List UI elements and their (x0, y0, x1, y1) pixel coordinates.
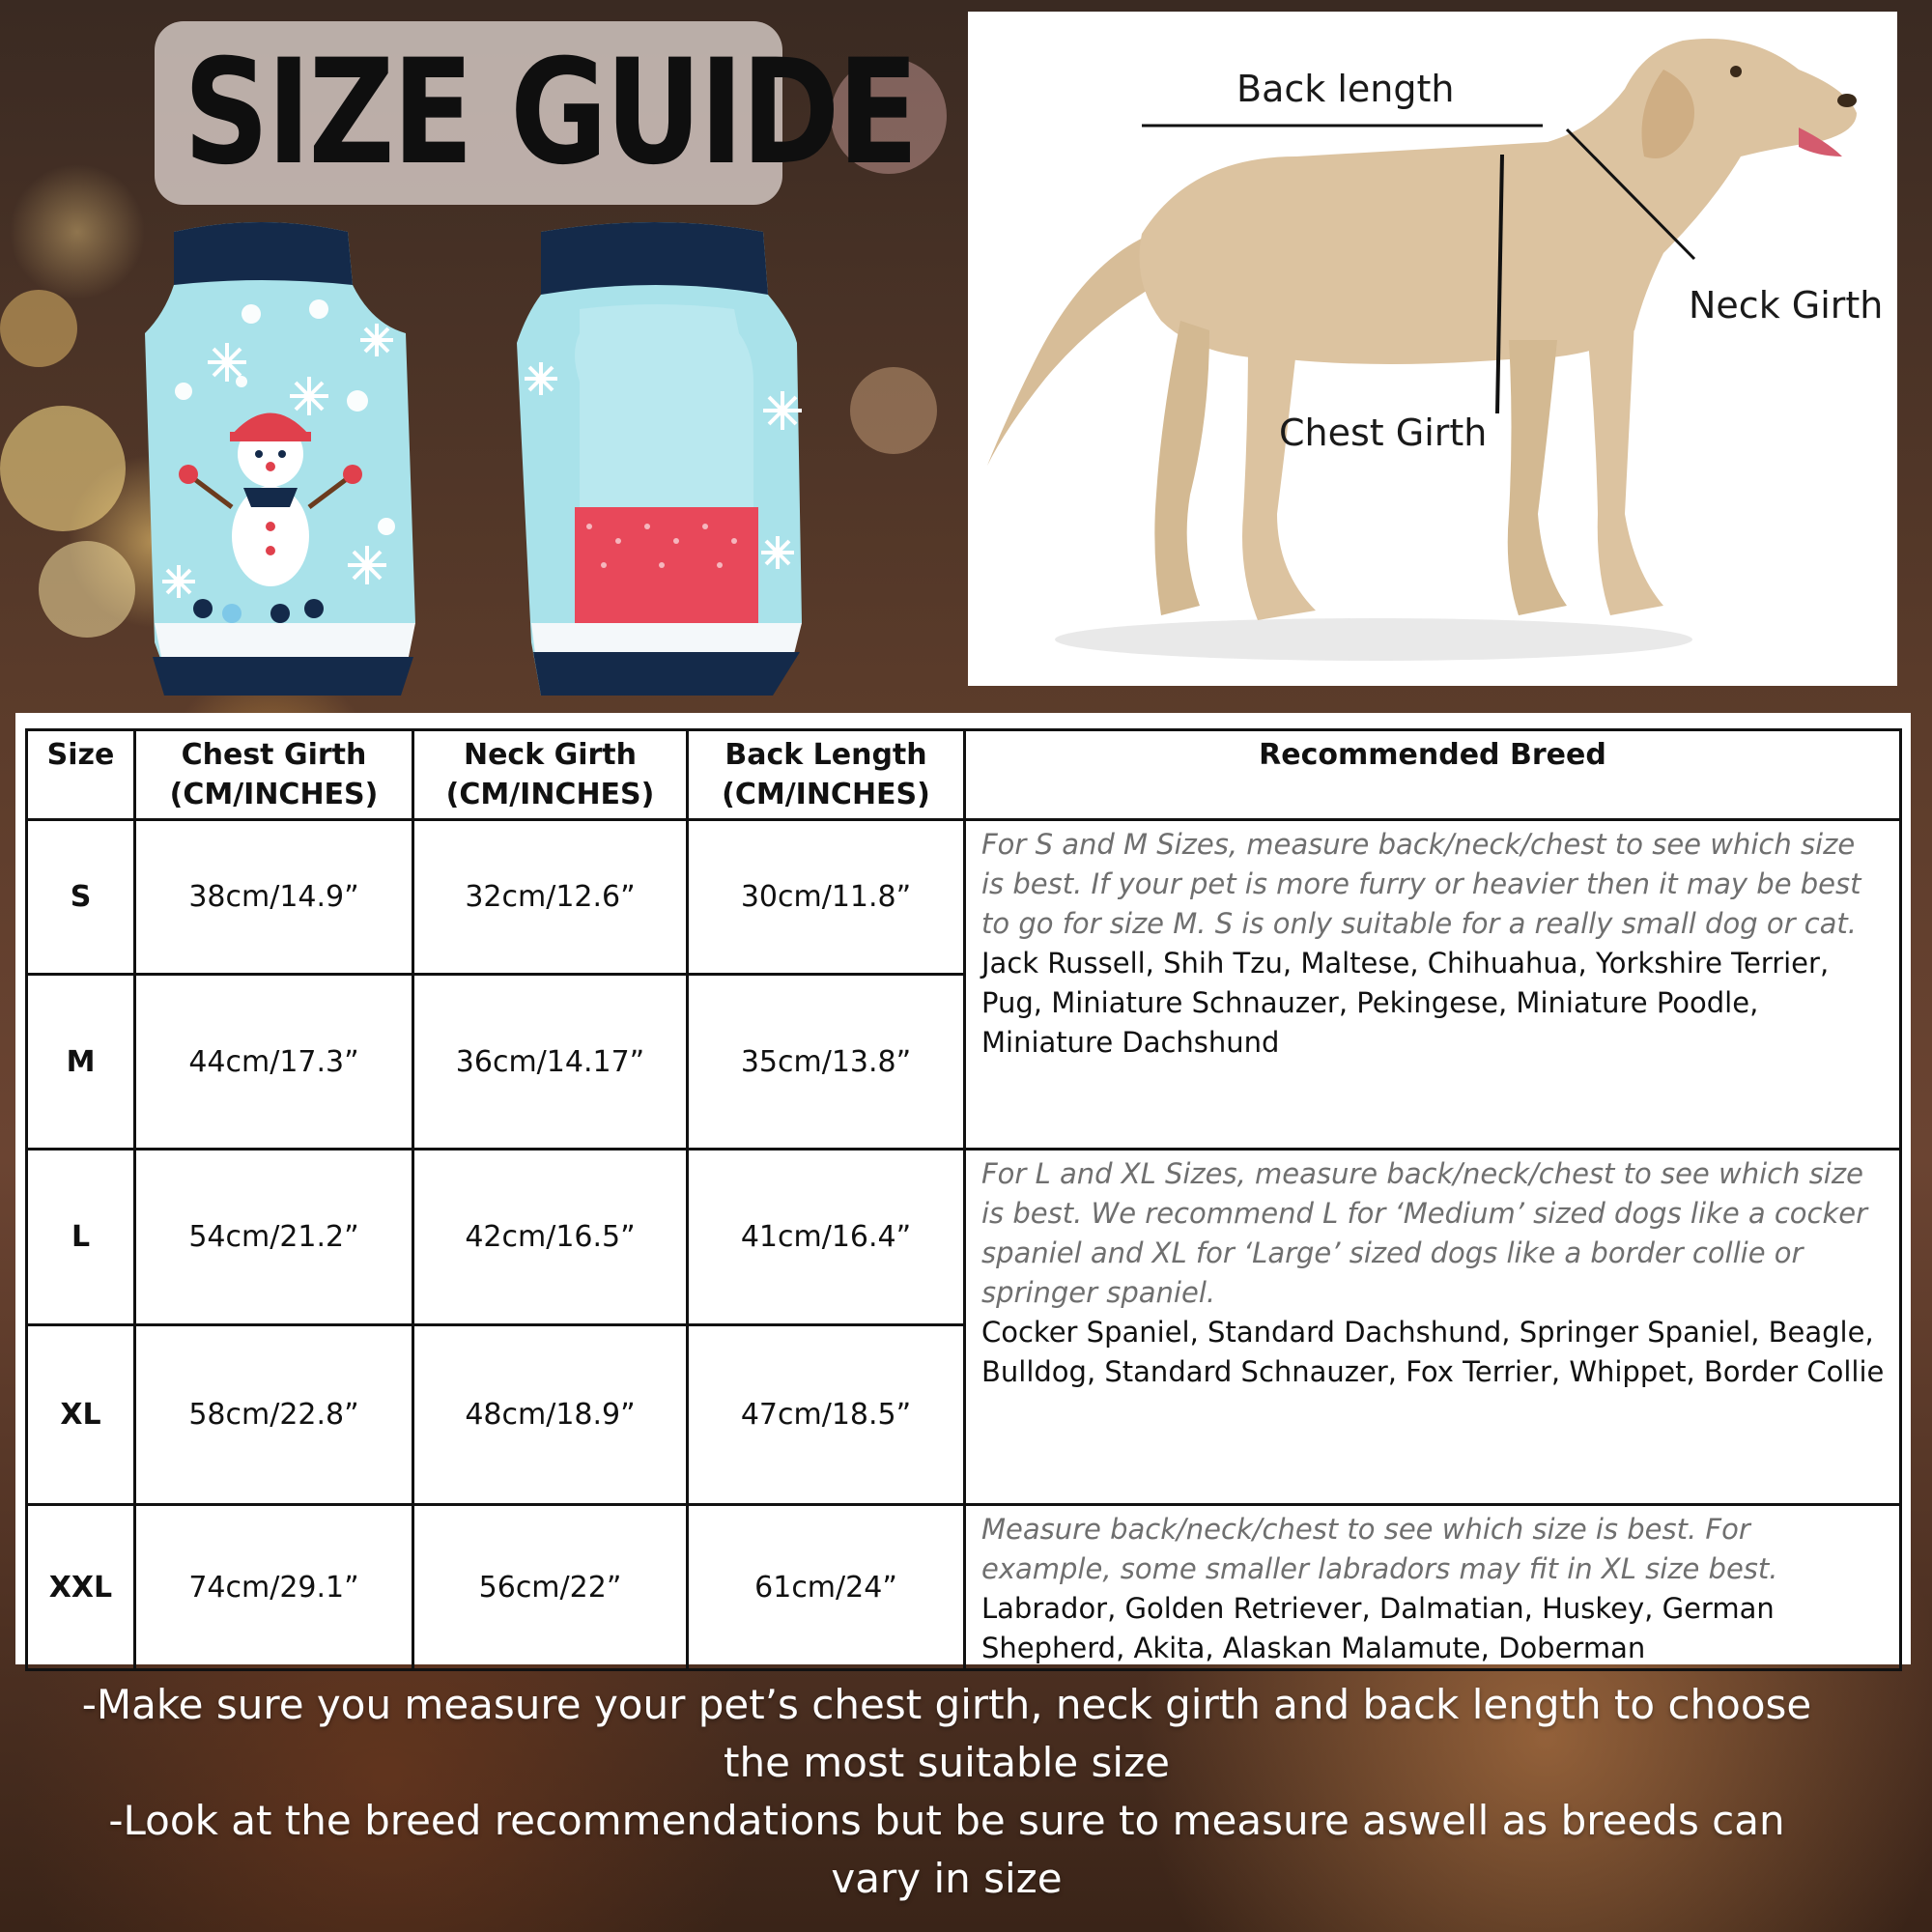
back-cell: 41cm/16.4” (688, 1150, 965, 1325)
chest-girth-label: Chest Girth (1279, 412, 1488, 454)
back-cell: 61cm/24” (688, 1505, 965, 1670)
chest-cell: 44cm/17.3” (135, 975, 413, 1150)
header-back-label: Back Length (724, 738, 927, 772)
back-cell: 47cm/18.5” (688, 1325, 965, 1505)
page-title: SIZE GUIDE (184, 29, 917, 197)
header-back-length (688, 730, 965, 820)
table-row (27, 820, 1901, 975)
neck-cell: 32cm/12.6” (413, 820, 688, 975)
chest-cell: 54cm/21.2” (135, 1150, 413, 1325)
bokeh-light (850, 367, 937, 454)
neck-cell: 42cm/16.5” (413, 1150, 688, 1325)
neck-cell: 56cm/22” (413, 1505, 688, 1670)
size-cell: M (27, 975, 135, 1150)
breed-cell-s-m (965, 820, 1901, 1150)
breed-list: Labrador, Golden Retriever, Dalmatian, Huskey, German Shepherd, Akita, Alaskan Malamute, Doberman (981, 1592, 1775, 1664)
breed-list: Cocker Spaniel, Standard Dachshund, Springer Spaniel, Beagle, Bulldog, Standard Schnauzer, Fox Terrier, Whippet, Border Collie (981, 1316, 1885, 1388)
breed-note: For L and XL Sizes, measure back/neck/chest to see which size is best. We recommend L for ‘Medium’ sized dogs like a cocker spaniel and XL for ‘Large’ sized dogs like a border collie or springer spaniel. (981, 1157, 1868, 1309)
chest-cell: 74cm/29.1” (135, 1505, 413, 1670)
header-breed-label: Recommended Breed (1259, 738, 1606, 772)
header-back-unit: (CM/INCHES) (722, 778, 930, 811)
header-neck-label: Neck Girth (463, 738, 638, 772)
breed-note: Measure back/neck/chest to see which size is best. For example, some smaller labradors may fit in XL size best. (981, 1513, 1778, 1585)
header-size-label: Size (46, 738, 115, 772)
chest-cell: 58cm/22.8” (135, 1325, 413, 1505)
header-neck-unit: (CM/INCHES) (445, 778, 655, 811)
breed-cell-xxl (965, 1505, 1901, 1670)
header-chest-girth (135, 730, 413, 820)
dog-measurement-diagram (968, 12, 1897, 686)
breed-cell-l-xl (965, 1150, 1901, 1505)
size-cell: XXL (27, 1505, 135, 1670)
sweater-illustration (135, 217, 802, 696)
table-header-row (27, 730, 1901, 820)
bokeh-light (0, 406, 126, 531)
back-cell: 35cm/13.8” (688, 975, 965, 1150)
size-table (25, 728, 1902, 1671)
header-size (27, 730, 135, 820)
table-row (27, 1505, 1901, 1670)
sweater-front (145, 222, 415, 696)
dog-illustration (968, 12, 1897, 686)
footer-line-breeds: -Look at the breed recommendations but be sure to measure aswell as breeds can vary in size (108, 1797, 1785, 1902)
size-table-panel (15, 713, 1911, 1664)
back-cell: 30cm/11.8” (688, 820, 965, 975)
size-cell: XL (27, 1325, 135, 1505)
header-chest-label: Chest Girth (181, 738, 367, 772)
breed-note: For S and M Sizes, measure back/neck/chest to see which size is best. If your pet is more furry or heavier then it may be best to go for size M. S is only suitable for a really small dog or cat. (981, 828, 1861, 940)
header-recommended-breed (965, 730, 1901, 820)
neck-girth-label: Neck Girth (1689, 284, 1884, 327)
footer-line-measure: -Make sure you measure your pet’s chest girth, neck girth and back length to choose the most suitable size (81, 1681, 1812, 1786)
header-neck-girth (413, 730, 688, 820)
size-cell: S (27, 820, 135, 975)
neck-cell: 48cm/18.9” (413, 1325, 688, 1505)
neck-cell: 36cm/14.17” (413, 975, 688, 1150)
sweater-back (517, 222, 802, 696)
table-row (27, 1150, 1901, 1325)
size-cell: L (27, 1150, 135, 1325)
footer-advice (58, 1676, 1835, 1918)
bokeh-light (0, 290, 77, 367)
bokeh-light (39, 541, 135, 638)
back-length-label: Back length (1236, 68, 1455, 110)
sweater-images (135, 217, 802, 696)
header-chest-unit: (CM/INCHES) (169, 778, 379, 811)
chest-cell: 38cm/14.9” (135, 820, 413, 975)
breed-list: Jack Russell, Shih Tzu, Maltese, Chihuahua, Yorkshire Terrier, Pug, Miniature Schnauzer, Pekingese, Miniature Poodle, Miniature Dachshund (981, 947, 1830, 1059)
